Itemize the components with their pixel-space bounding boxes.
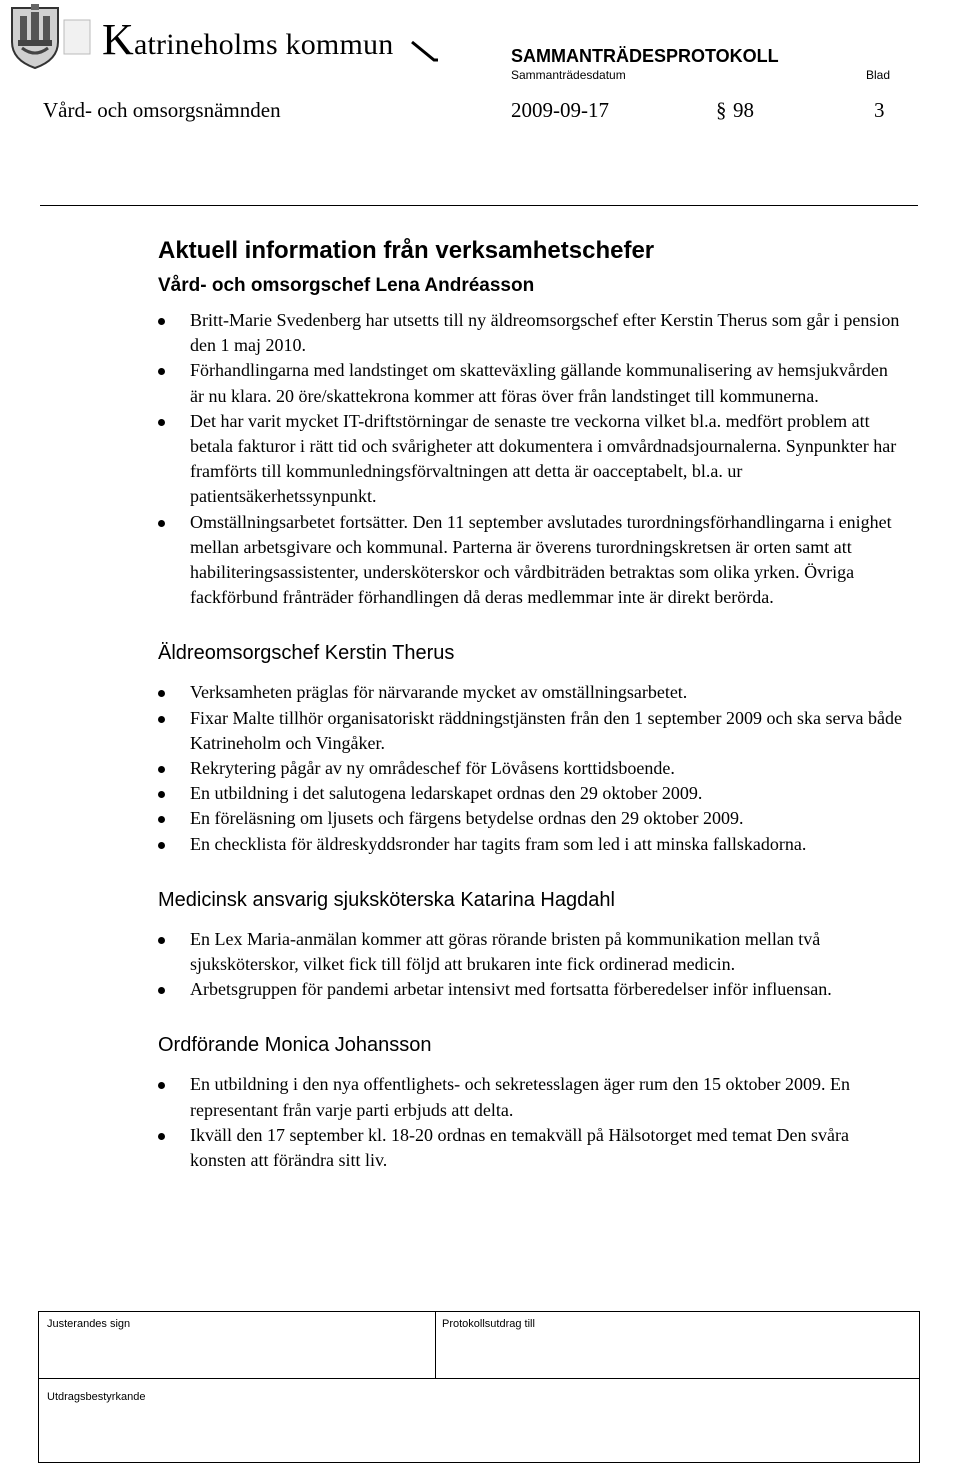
bullet-list <box>158 1072 903 1173</box>
section-heading: Medicinsk ansvarig sjuksköterska Katarina Hagdahl <box>158 888 615 911</box>
logo-swoosh-icon <box>410 40 438 64</box>
bullet-icon <box>158 1082 165 1089</box>
page-title: Aktuell information från verksamhetschefer <box>158 237 655 264</box>
bullet-icon <box>158 1133 165 1140</box>
list-item: Ikväll den 17 september kl. 18-20 ordnas en temakväll på Hälsotorget med temat Den svåra konsten att förändra sitt liv. <box>158 1123 903 1173</box>
bullet-icon <box>158 368 165 375</box>
bullet-icon <box>158 766 165 773</box>
paragraph-number: 98 <box>733 98 754 122</box>
bullet-icon <box>158 419 165 426</box>
bullet-list <box>158 308 903 610</box>
bullet-icon <box>158 987 165 994</box>
page-label: Blad <box>866 68 891 82</box>
list-item: Verksamheten präglas för närvarande mycket av omställningsarbetet. <box>158 680 903 705</box>
list-item: En utbildning i den nya offentlighets- och sekretesslagen äger rum den 15 oktober 2009. En representant från varje parti erbjuds att delta. <box>158 1072 903 1122</box>
list-item: Rekrytering pågår av ny områdeschef för Lövåsens korttidsboende. <box>158 756 903 781</box>
bullet-icon <box>158 937 165 944</box>
list-item: En Lex Maria-anmälan kommer att göras rörande bristen på kommunikation mellan två sjuksköterskor, vilket fick till följd att brukaren inte fick ordinerad medicin. <box>158 927 903 977</box>
signature-footer <box>38 1311 920 1463</box>
paragraph-sign: § <box>716 98 727 122</box>
document-type: SAMMANTRÄDESPROTOKOLL <box>511 46 779 66</box>
municipal-crest-icon <box>4 2 96 70</box>
extract-certify-label: Utdragsbestyrkande <box>47 1391 146 1403</box>
bullet-icon <box>158 791 165 798</box>
section-heading: Ordförande Monica Johansson <box>158 1034 432 1057</box>
footer-divider-horizontal <box>39 1378 919 1379</box>
bullet-icon <box>158 816 165 823</box>
page-number: 3 <box>874 98 885 122</box>
list-item: En checklista för äldreskyddsronder har tagits fram som led i att minska fallskadorna. <box>158 832 903 857</box>
bullet-icon <box>158 716 165 723</box>
list-item: En föreläsning om ljusets och färgens betydelse ordnas den 29 oktober 2009. <box>158 806 903 831</box>
list-item: Förhandlingarna med landstinget om skatteväxling gällande kommunalisering av hemsjukvården är nu klara. 20 öre/skattekrona kommer att föras över från landstinget till kommunerna. <box>158 358 903 408</box>
bullet-list <box>158 927 903 1003</box>
adjuster-sign-label: Justerandes sign <box>47 1318 131 1330</box>
date-label: Sammanträdesdatum <box>511 68 626 82</box>
org-logo-text: Katrineholms kommun <box>102 15 394 64</box>
bullet-list <box>158 680 903 856</box>
list-item: Fixar Malte tillhör organisatoriskt räddningstjänsten från den 1 september 2009 och ska serva både Katrineholm och Vingåker. <box>158 706 903 756</box>
list-item: Arbetsgruppen för pandemi arbetar intensivt med fortsatta förberedelser inför influensan. <box>158 977 903 1002</box>
section-heading: Vård- och omsorgschef Lena Andréasson <box>158 275 535 296</box>
bullet-icon <box>158 690 165 697</box>
bullet-icon <box>158 520 165 527</box>
bullet-icon <box>158 318 165 325</box>
extract-to-label: Protokollsutdrag till <box>442 1318 535 1330</box>
header-divider <box>40 205 918 206</box>
list-item: Det har varit mycket IT-driftstörningar de senaste tre veckorna vilket bl.a. medfört problem att betala fakturor i rätt tid och svårigheter att dokumentera i omvårdnadsjournalerna. Synpunkter har framförts till kommunledningsförvaltningen att detta är oacceptabelt, bl.a. ur patientsäkerhetssynpunkt. <box>158 409 903 510</box>
list-item: Omställningsarbetet fortsätter. Den 11 september avslutades turordningsförhandlingarna i enighet mellan arbetsgivare och kommunal. Parterna är överens turordningskretsen är orten samt att habiliteringsassistenter, undersköterskor och vårdbiträden betraktas som olika yrken. Övriga fackförbund frånträder förhandlingen då deras medlemmar inte är direkt berörda. <box>158 510 903 611</box>
meeting-date: 2009-09-17 <box>511 98 609 122</box>
list-item: En utbildning i det salutogena ledarskapet ordnas den 29 oktober 2009. <box>158 781 903 806</box>
section-heading: Äldreomsorgschef Kerstin Therus <box>158 642 455 665</box>
bullet-icon <box>158 842 165 849</box>
committee-name: Vård- och omsorgsnämnden <box>43 98 281 122</box>
document-body <box>158 236 903 1173</box>
footer-divider-vertical <box>435 1312 436 1378</box>
list-item: Britt-Marie Svedenberg har utsetts till ny äldreomsorgschef efter Kerstin Therus som går i pension den 1 maj 2010. <box>158 308 903 358</box>
